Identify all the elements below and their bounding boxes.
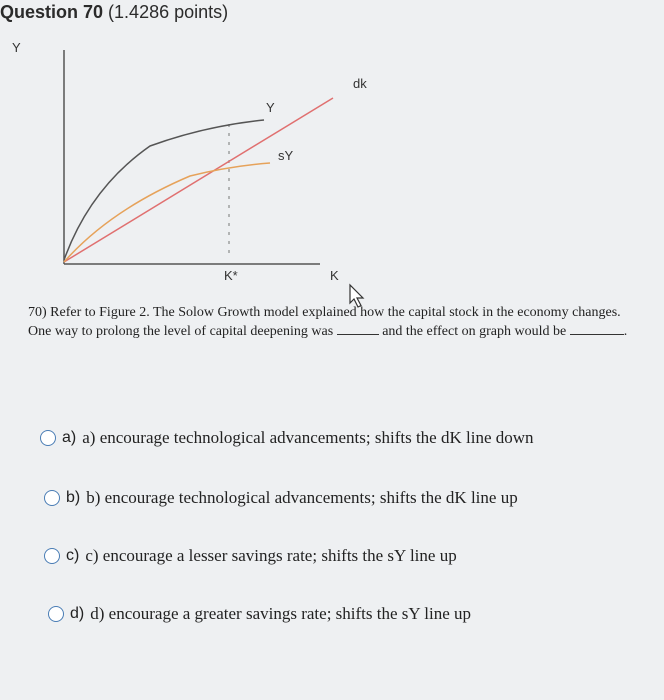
x-axis-label: K (330, 268, 339, 283)
question-points: (1.4286 points) (108, 2, 229, 22)
option-d-text: d) encourage a greater savings rate; shifts the sY line up (90, 604, 472, 623)
question-line-1: 70) Refer to Figure 2. The Solow Growth model explained how the capital stock in the economy changes. (28, 305, 621, 320)
answer-blank-1 (337, 322, 379, 335)
option-b-letter: b) (66, 489, 81, 506)
question-line-2-mid: and the effect on graph would be (382, 324, 567, 339)
y-axis-label: Y (12, 40, 21, 55)
question-line-2 (28, 322, 658, 341)
question-number: Question 70 (0, 2, 104, 22)
question-text (28, 304, 658, 341)
option-a-text: a) encourage technological advancements; shifts the dK line down (82, 428, 534, 447)
depreciation-line (64, 98, 333, 262)
question-header (0, 2, 228, 23)
option-c-letter: c) (66, 547, 80, 564)
option-c-text: c) encourage a lesser savings rate; shifts the sY line up (85, 546, 457, 565)
depreciation-line-label: dk (353, 76, 367, 91)
output-curve (64, 120, 264, 260)
option-b[interactable] (44, 488, 518, 508)
option-a[interactable] (40, 428, 534, 448)
output-curve-label: Y (266, 100, 275, 115)
option-a-radio[interactable] (40, 430, 56, 446)
option-b-radio[interactable] (44, 490, 60, 506)
question-line-2-end: . (623, 324, 628, 339)
option-b-text: b) encourage technological advancements; shifts the dK line up (86, 488, 518, 507)
savings-curve (64, 163, 270, 262)
question-line-2-start: One way to prolong the level of capital deepening was (28, 324, 334, 339)
solow-diagram (0, 28, 380, 288)
option-d[interactable] (48, 604, 471, 624)
option-c[interactable] (44, 546, 457, 566)
option-a-letter: a) (62, 429, 77, 446)
option-d-letter: d) (70, 605, 85, 622)
option-c-radio[interactable] (44, 548, 60, 564)
solow-figure (0, 28, 380, 293)
savings-curve-label: sY (278, 148, 294, 163)
option-d-radio[interactable] (48, 606, 64, 622)
kstar-label: K* (224, 268, 238, 283)
answer-blank-2 (570, 322, 624, 335)
